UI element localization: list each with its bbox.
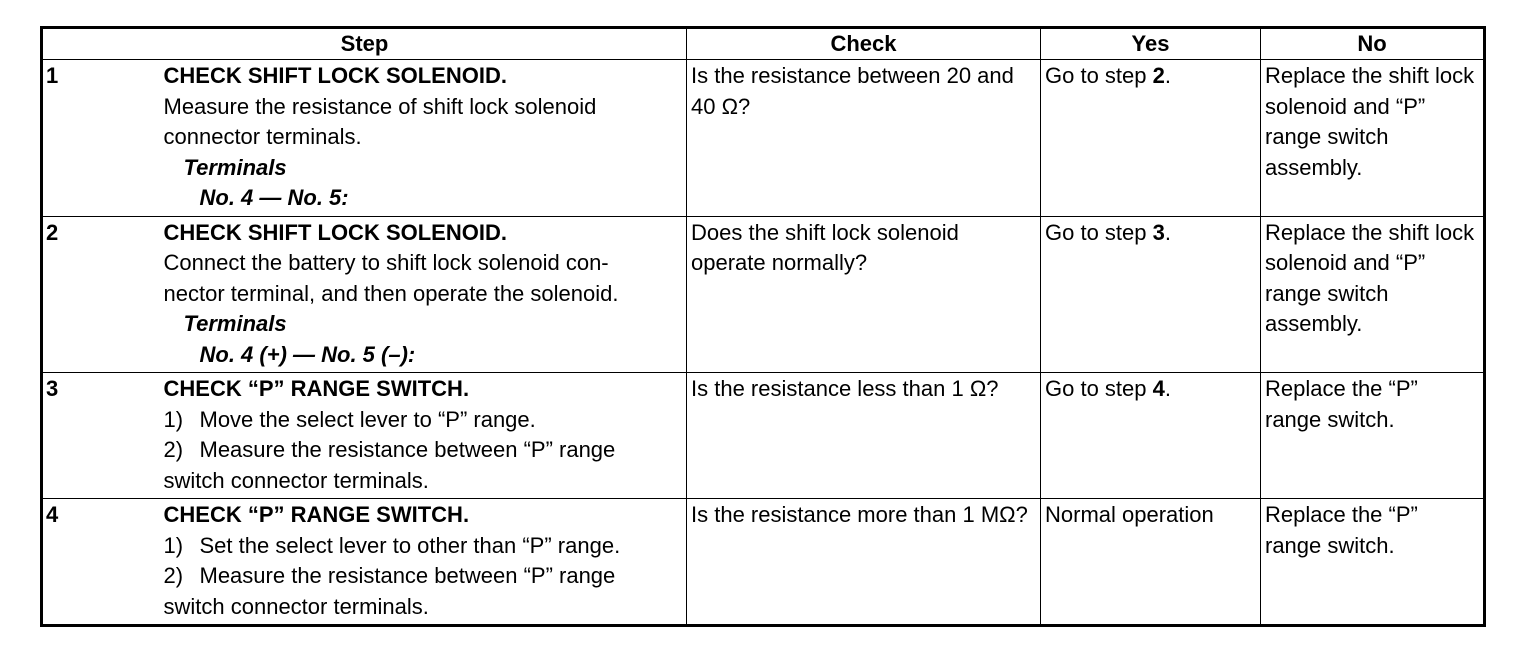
- header-yes: Yes: [1041, 28, 1261, 60]
- substep: [164, 561, 685, 592]
- step-text-line: switch connector terminals.: [163, 467, 429, 493]
- table-row: [42, 216, 1485, 373]
- no-cell: Replace the shift lock solenoid and “P” range switch assembly.: [1261, 60, 1485, 217]
- yes-step-number: 2: [1152, 63, 1165, 88]
- yes-cell: [1041, 373, 1261, 499]
- step-number: 4: [42, 499, 164, 626]
- terminals-value: No. 4 — No. 5:: [199, 185, 349, 210]
- step-number: 1: [42, 60, 164, 217]
- step-text-line: nector terminal, and then operate the solenoid.: [163, 280, 619, 306]
- step-text-line: Connect the battery to shift lock solenoid con-: [163, 250, 609, 275]
- header-step: Step: [42, 28, 687, 60]
- yes-prefix: Go to step: [1045, 63, 1153, 88]
- terminals-value: No. 4 (+) — No. 5 (–):: [199, 341, 416, 367]
- substep-text: Measure the resistance between “P” range: [199, 437, 616, 462]
- step-text-line: switch connector terminals.: [163, 593, 429, 619]
- substep-number: 2): [163, 437, 184, 462]
- substep-text: Set the select lever to other than “P” range.: [199, 532, 621, 558]
- yes-step-number: 3: [1152, 219, 1165, 245]
- substep-number: 1): [163, 406, 184, 432]
- substep: [164, 405, 685, 436]
- terminals-label: Terminals: [183, 154, 287, 180]
- substep: [164, 435, 685, 466]
- step-text-line: connector terminals.: [163, 124, 362, 149]
- yes-suffix: .: [1164, 63, 1171, 88]
- no-cell: Replace the “P” range switch.: [1261, 499, 1485, 626]
- substep-number: 1): [163, 532, 184, 558]
- check-cell: Is the resistance less than 1 Ω?: [687, 373, 1041, 499]
- table-row: [42, 499, 1485, 626]
- no-cell: Replace the shift lock solenoid and “P” range switch assembly.: [1261, 216, 1485, 373]
- step-title: CHECK SHIFT LOCK SOLENOID.: [163, 219, 507, 245]
- step-description: [164, 60, 687, 217]
- yes-prefix: Go to step: [1045, 376, 1153, 401]
- yes-step-number: 4: [1152, 376, 1165, 401]
- header-no: No: [1261, 28, 1485, 60]
- yes-prefix: Go to step: [1045, 219, 1153, 245]
- table-row: [42, 373, 1485, 499]
- step-title: CHECK SHIFT LOCK SOLENOID.: [163, 63, 507, 88]
- step-description: [164, 216, 687, 373]
- step-number: 2: [42, 216, 164, 373]
- check-cell: Is the resistance more than 1 MΩ?: [687, 499, 1041, 626]
- step-description: [164, 373, 687, 499]
- header-row: [42, 28, 1485, 60]
- table-row: [42, 60, 1485, 217]
- check-cell: Is the resistance between 20 and 40 Ω?: [687, 60, 1041, 217]
- step-title: CHECK “P” RANGE SWITCH.: [163, 376, 470, 401]
- yes-cell: Normal operation: [1041, 499, 1261, 626]
- substep-text: Measure the resistance between “P” range: [199, 563, 616, 588]
- terminals-label: Terminals: [183, 311, 287, 336]
- yes-suffix: .: [1164, 219, 1171, 245]
- header-check: Check: [687, 28, 1041, 60]
- step-description: [164, 499, 687, 626]
- yes-suffix: .: [1164, 376, 1171, 401]
- check-cell: Does the shift lock solenoid operate normally?: [687, 216, 1041, 373]
- substep: [164, 531, 685, 562]
- diagnostic-table: [40, 26, 1486, 627]
- substep-text: Move the select lever to “P” range.: [199, 406, 536, 432]
- step-number: 3: [42, 373, 164, 499]
- yes-cell: [1041, 60, 1261, 217]
- substep-number: 2): [163, 563, 184, 588]
- no-cell: Replace the “P” range switch.: [1261, 373, 1485, 499]
- yes-cell: [1041, 216, 1261, 373]
- step-title: CHECK “P” RANGE SWITCH.: [163, 502, 470, 527]
- step-text-line: Measure the resistance of shift lock solenoid: [163, 93, 597, 119]
